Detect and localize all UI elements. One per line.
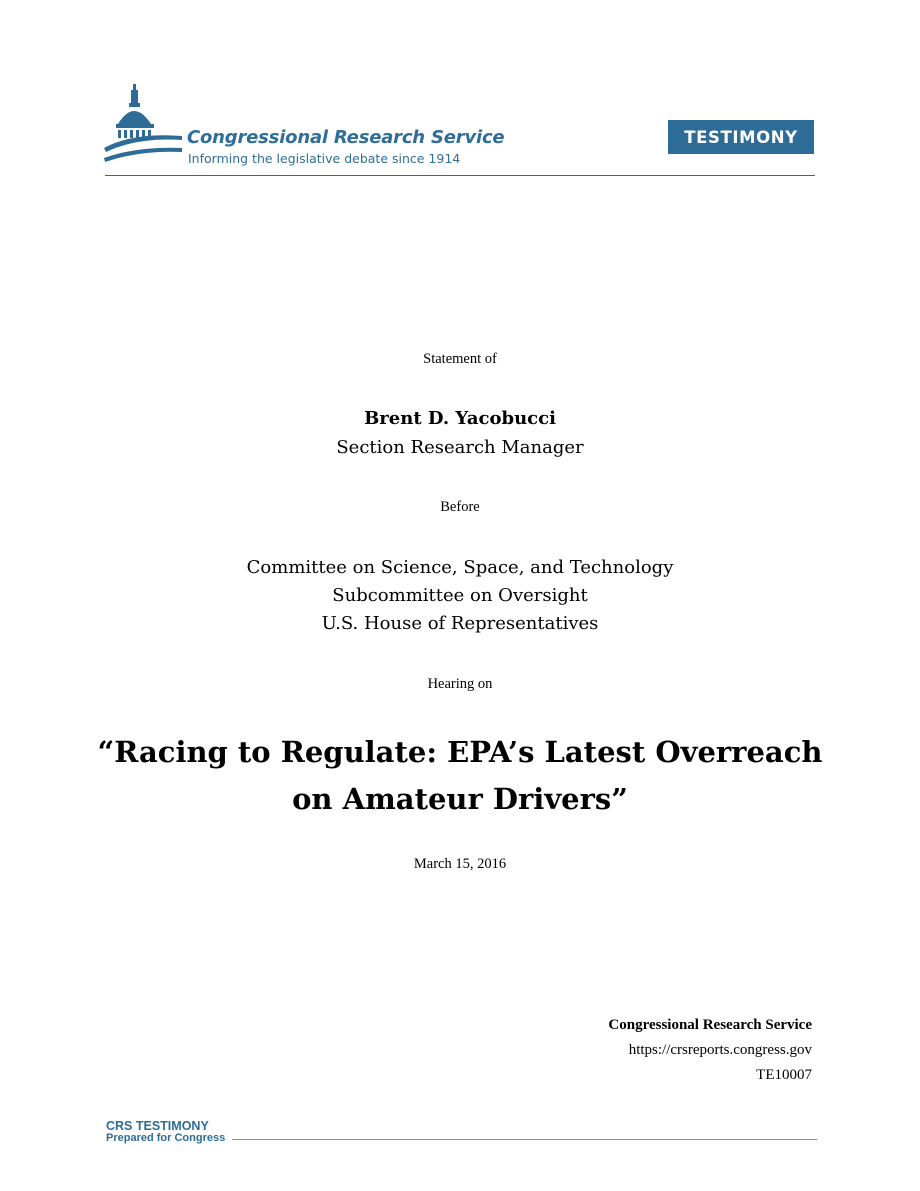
chamber-name: U.S. House of Representatives xyxy=(321,613,599,634)
org-tagline: Informing the legislative debate since 1914 xyxy=(188,151,461,166)
footer-label: CRS TESTIMONY xyxy=(106,1119,209,1133)
subcommittee-name: Subcommittee on Oversight xyxy=(332,585,588,606)
report-info xyxy=(608,1013,812,1088)
header-divider xyxy=(105,175,815,176)
hearing-on-label: Hearing on xyxy=(427,676,493,692)
report-id: TE10007 xyxy=(756,1067,812,1083)
report-url[interactable]: https://crsreports.congress.gov xyxy=(628,1042,812,1058)
footer-sublabel: Prepared for Congress xyxy=(106,1132,226,1144)
footer-divider xyxy=(232,1139,817,1140)
hearing-title-line-1: “Racing to Regulate: EPA’s Latest Overreach xyxy=(97,735,823,769)
statement-of-label: Statement of xyxy=(423,351,497,367)
testimony-badge: TESTIMONY xyxy=(668,120,814,154)
hearing-date: March 15, 2016 xyxy=(413,856,507,872)
witness-name: Brent D. Yacobucci xyxy=(364,408,556,429)
hearing-title-line-2: on Amateur Drivers” xyxy=(292,782,628,816)
report-org: Congressional Research Service xyxy=(608,1017,812,1033)
committee-name: Committee on Science, Space, and Technology xyxy=(246,557,674,578)
org-name: Congressional Research Service xyxy=(187,127,505,148)
capitol-dome-logo-icon xyxy=(104,84,182,168)
witness-title: Section Research Manager xyxy=(336,437,584,458)
before-label: Before xyxy=(440,499,480,515)
